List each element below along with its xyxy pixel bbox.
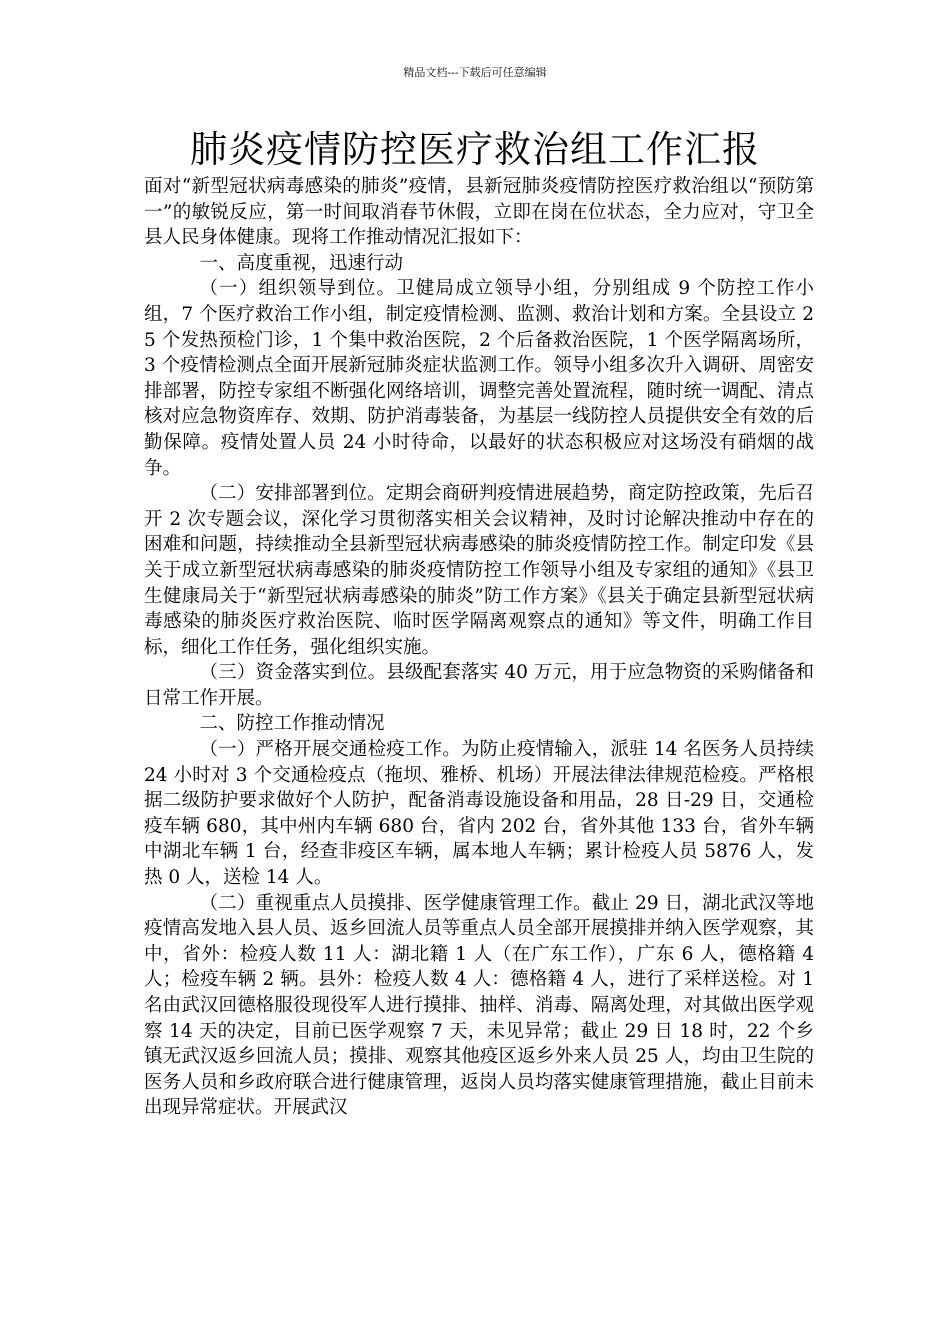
paragraph-deployment: （二）安排部署到位。定期会商研判疫情进展趋势，商定防控政策，先后召开 2 次专题会议，深化学习贯彻落实相关会议精神，及时讨论解决推动中存在的困难和问题，持续推动全县新型冠状病毒感染的肺炎疫情防控工作。制定印发《县关于成立新型冠状病毒感染的肺炎疫情防控工作领导小组及专家组的通知》《县卫生健康局关于“新型冠状病毒感染的肺炎”防工作方案》《县关于确定县新型冠状病毒感染的肺炎医疗救治医院、临时医学隔离观察点的通知》等文件，明确工作目标，细化工作任务，强化组织实施。 [144, 483, 814, 658]
section-heading-2: 二、防控工作推动情况 [199, 713, 385, 735]
paragraph-organization: （一）组织领导到位。卫健局成立领导小组，分别组成 9 个防控工作小组，7 个医疗救治工作小组，制定疫情检测、监测、救治计划和方案。全县设立 25 个发热预检门诊，1 个集中救治医院，2 个后备救治医院，1 个医学隔离场所，3 个疫情检测点全面开展新冠肺炎症状监测工作。领导小组多次升入调研、周密安排部署，防控专家组不断强化网络培训，调整完善处置流程，随时统一调配、清点核对应急物资库存、效期、防护消毒装备，为基层一线防控人员提供安全有效的后勤保障。疫情处置人员 24 小时待命，以最好的状态积极应对这场没有硝烟的战争。 [144, 278, 814, 479]
paragraph-intro: 面对“新型冠状病毒感染的肺炎”疫情，县新冠肺炎疫情防控医疗救治组以“预防第一”的敏锐反应，第一时间取消春节休假，立即在岗在位状态，全力应对，守卫全县人民身体健康。现将工作推动情况汇报如下： [144, 176, 814, 249]
paragraph-traffic-quarantine: （一）严格开展交通检疫工作。为防止疫情输入，派驻 14 名医务人员持续 24 小时对 3 个交通检疫点（拖坝、雅桥、机场）开展法律法律规范检疫。严格根据二级防护要求做好个人防护，配备消毒设施设备和用品，28 日-29 日，交通检疫车辆 680，其中州内车辆 680 台，省内 202 台，省外其他 133 台，省外车辆中湖北车辆 1 台，经查非疫区车辆，属本地人车辆；累计检疫人员 5876 人，发热 0 人，送检 14 人。 [144, 739, 814, 889]
paragraph-key-personnel: （二）重视重点人员摸排、医学健康管理工作。截止 29 日，湖北武汉等地疫情高发地入县人员、返乡回流人员等重点人员全部开展摸排并纳入医学观察，其中，省外：检疫人数 11 人：湖北籍 1 人（在广东工作），广东 6 人，德格籍 4 人；检疫车辆 2 辆。县外：检疫人数 4 人：德格籍 4 人，进行了采样送检。对 1 名由武汉回德格服役现役军人进行摸排、抽样、消毒、隔离处理，对其做出医学观察 14 天的决定，目前已医学观察 7 天，未见异常；截止 29 日 18 时，22 个乡镇无武汉返乡回流人员；摸排、观察其他疫区返乡外来人员 25 人，均由卫生院的医务人员和乡政府联合进行健康管理，返岗人员均落实健康管理措施，截止目前未出现异常症状。开展武汉 [144, 892, 814, 1119]
paragraph-funding: （三）资金落实到位。县级配套落实 40 万元，用于应急物资的采购储备和日常工作开展。 [144, 662, 814, 709]
document-title: 肺炎疫情防控医疗救治组工作汇报 [190, 128, 760, 171]
document-body [144, 174, 814, 1121]
header-note: 精品文档---下载后可任意编辑 [403, 66, 547, 79]
section-heading-1: 一、高度重视，迅速行动 [199, 252, 404, 274]
